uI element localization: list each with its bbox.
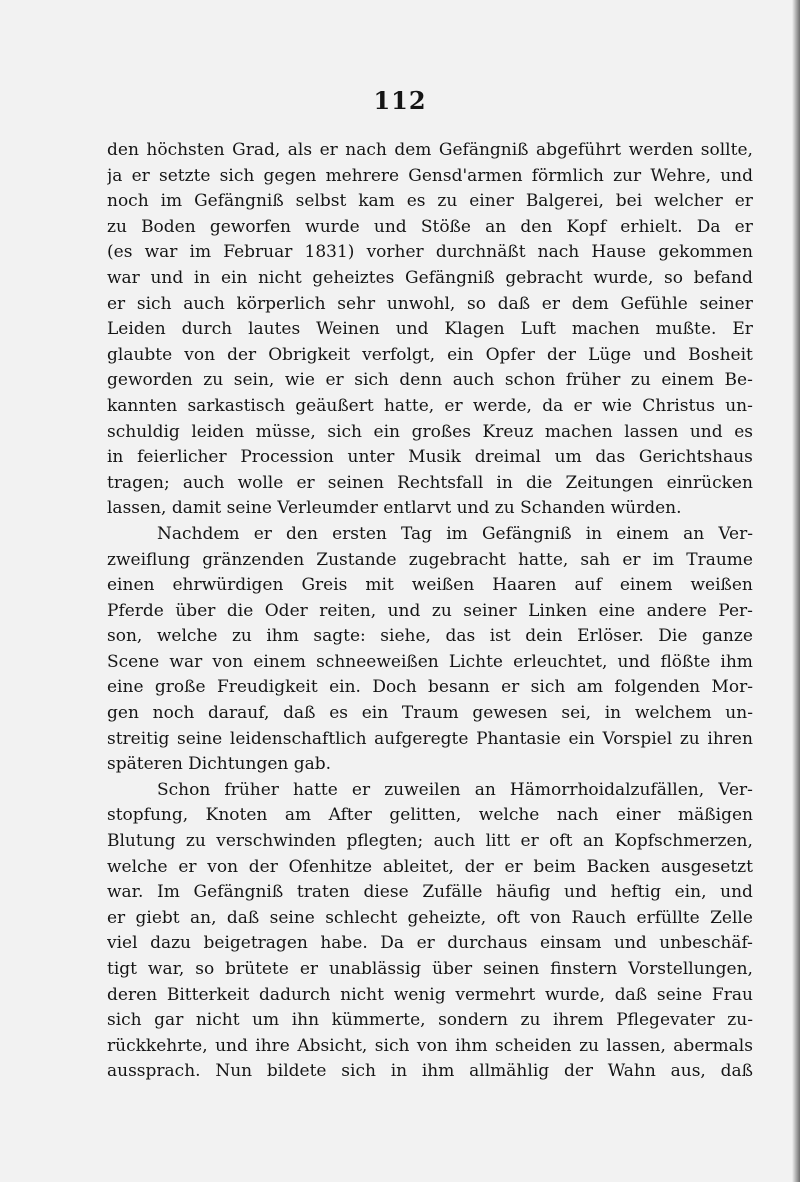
text-line: Nachdem er den ersten Tag im Gefängniß in einem an Ver- <box>157 523 753 544</box>
text-line: rückkehrte, und ihre Absicht, sich von ihm scheiden zu lassen, abermals <box>107 1035 753 1056</box>
text-line: deren Bitterkeit dadurch nicht wenig vermehrt wurde, daß seine Frau <box>107 984 753 1005</box>
text-line: zweiflung gränzenden Zustande zugebracht hatte, sah er im Traume <box>107 549 753 570</box>
text-line: welche er von der Ofenhitze ableitet, der er beim Backen ausgesetzt <box>107 856 753 877</box>
text-line: tragen; auch wolle er seinen Rechtsfall in die Zeitungen einrücken <box>107 472 753 493</box>
text-line: späteren Dichtungen gab. <box>107 754 332 775</box>
text-line: er giebt an, daß seine schlecht geheizte, oft von Rauch erfüllte Zelle <box>107 907 753 928</box>
text-line: glaubte von der Obrigkeit verfolgt, ein Opfer der Lüge und Bosheit <box>107 344 753 365</box>
text-line: tigt war, so brütete er unablässig über seinen finstern Vorstellungen, <box>107 959 753 979</box>
text-line: den höchsten Grad, als er nach dem Gefängniß abgeführt werden sollte, <box>107 140 753 160</box>
text-line: Pferde über die Oder reiten, und zu seiner Linken eine andere Per- <box>107 600 753 621</box>
page-number: 112 <box>373 86 427 115</box>
text-line: zu Boden geworfen wurde und Stöße an den Kopf erhielt. Da er <box>107 216 753 237</box>
text-line: Schon früher hatte er zuweilen an Hämorrhoidalzufällen, Ver- <box>157 779 753 800</box>
text-line: lassen, damit seine Verleumder entlarvt und zu Schanden würden. <box>107 498 682 519</box>
text-line: viel dazu beigetragen habe. Da er durchaus einsam und unbeschäf- <box>107 933 753 954</box>
text-line: (es war im Februar 1831) vorher durchnäßt nach Hause gekommen <box>107 242 753 263</box>
text-line: in feierlicher Procession unter Musik dreimal um das Gerichtshaus <box>107 447 753 468</box>
body-text <box>107 138 753 1085</box>
text-line: son, welche zu ihm sagte: siehe, das ist dein Erlöser. Die ganze <box>107 626 753 647</box>
text-line: stopfung, Knoten am After gelitten, welche nach einer mäßigen <box>107 805 753 826</box>
text-line: aussprach. Nun bildete sich in ihm allmählig der Wahn aus, daß <box>107 1061 753 1082</box>
text-line: war und in ein nicht geheiztes Gefängniß gebracht wurde, so befand <box>107 267 753 288</box>
text-line: streitig seine leidenschaftlich aufgeregte Phantasie ein Vorspiel zu ihren <box>107 728 753 749</box>
text-line: kannten sarkastisch geäußert hatte, er werde, da er wie Christus un- <box>107 395 753 416</box>
text-line: eine große Freudigkeit ein. Doch besann er sich am folgenden Mor- <box>107 677 753 698</box>
page-edge-shadow <box>792 0 800 1182</box>
text-line: sich gar nicht um ihn kümmerte, sondern zu ihrem Pflegevater zu- <box>107 1010 753 1031</box>
text-line: er sich auch körperlich sehr unwohl, so daß er dem Gefühle seiner <box>107 293 753 314</box>
text-line: noch im Gefängniß selbst kam es zu einer Balgerei, bei welcher er <box>107 191 753 212</box>
text-line: gen noch darauf, daß es ein Traum gewesen sei, in welchem un- <box>107 703 753 724</box>
text-line: geworden zu sein, wie er sich denn auch schon früher zu einem Be- <box>107 370 753 391</box>
text-line: ja er setzte sich gegen mehrere Gensd'armen förmlich zur Wehre, und <box>107 165 753 186</box>
text-line: Blutung zu verschwinden pflegten; auch litt er oft an Kopfschmerzen, <box>107 831 753 852</box>
text-line: Scene war von einem schneeweißen Lichte erleuchtet, und flößte ihm <box>107 651 753 672</box>
text-line: Leiden durch lautes Weinen und Klagen Luft machen mußte. Er <box>107 319 753 340</box>
text-line: war. Im Gefängniß traten diese Zufälle häufig und heftig ein, und <box>107 882 753 903</box>
text-line: schuldig leiden müsse, sich ein großes Kreuz machen lassen und es <box>107 421 753 442</box>
text-line: einen ehrwürdigen Greis mit weißen Haaren auf einem weißen <box>107 575 753 596</box>
